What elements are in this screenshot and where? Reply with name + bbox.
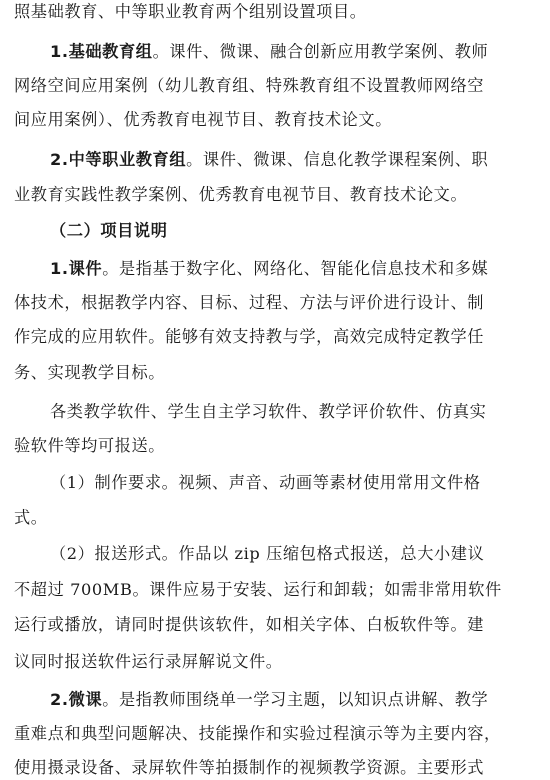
paragraph-line	[50, 471, 536, 495]
section-heading: 2.中等职业教育组	[50, 150, 187, 169]
text-run: 间应用案例）、优秀教育电视节目、教育技术论文。	[14, 110, 393, 129]
paragraph-line	[50, 148, 536, 172]
paragraph-line	[50, 400, 536, 424]
text-run: （2）报送形式。作品以 zip 压缩包格式报送，总大小建议	[50, 544, 485, 563]
text-run: 各类教学软件、学生自主学习软件、教学评价软件、仿真实	[50, 402, 487, 421]
paragraph-line	[14, 291, 536, 315]
paragraph-line	[14, 722, 536, 746]
paragraph-line	[50, 40, 536, 64]
paragraph-line	[14, 756, 536, 780]
text-run: 。是指基于数字化、网络化、智能化信息技术和多媒	[102, 259, 489, 278]
text-run: 业教育实践性教学案例、优秀教育电视节目、教育技术论文。	[14, 185, 468, 204]
paragraph-line	[50, 688, 536, 712]
text-run: 网络空间应用案例（幼儿教育组、特殊教育组不设置教师网络空	[14, 76, 485, 95]
section-heading: 1.课件	[50, 259, 103, 278]
text-run: 运行或播放，请同时提供该软件，如相关字体、白板软件等。建	[14, 615, 485, 634]
paragraph-line	[14, 361, 536, 385]
paragraph-line	[14, 325, 536, 349]
text-run: （1）制作要求。视频、声音、动画等素材使用常用文件格	[50, 473, 481, 492]
paragraph-line	[14, 74, 536, 98]
paragraph-line	[50, 219, 536, 243]
text-run: 式。	[14, 508, 48, 527]
text-run: 作完成的应用软件。能够有效支持教与学，高效完成特定教学任	[14, 327, 485, 346]
paragraph-line	[50, 542, 536, 566]
section-heading: 1.基础教育组	[50, 42, 153, 61]
text-run: 。课件、微课、融合创新应用教学案例、教师	[152, 42, 489, 61]
section-heading: 2.微课	[50, 690, 103, 709]
paragraph-line	[14, 650, 536, 674]
text-run: 验软件等均可报送。	[14, 436, 166, 455]
text-run: 议同时报送软件运行录屏解说文件。	[14, 652, 283, 671]
text-run: 使用摄录设备、录屏软件等拍摄制作的视频教学资源。主要形式	[14, 758, 485, 777]
paragraph-line	[14, 183, 536, 207]
text-run: 。课件、微课、信息化教学课程案例、职	[186, 150, 489, 169]
paragraph-line	[14, 506, 536, 530]
text-run: 重难点和典型问题解决、技能操作和实验过程演示等为主要内容，	[14, 724, 501, 743]
section-heading: （二）项目说明	[50, 221, 168, 240]
paragraph-line	[14, 434, 536, 458]
paragraph-line	[14, 613, 536, 637]
text-run: 不超过 700MB。课件应易于安装、运行和卸载；如需非常用软件	[14, 580, 502, 599]
paragraph-line	[14, 578, 536, 602]
text-run: 。是指教师围绕单一学习主题，以知识点讲解、教学	[102, 690, 489, 709]
paragraph-line	[50, 257, 536, 281]
paragraph-line	[14, 108, 536, 132]
text-run: 照基础教育、中等职业教育两个组别设置项目。	[14, 2, 367, 21]
text-run: 体技术，根据教学内容、目标、过程、方法与评价进行设计、制	[14, 293, 485, 312]
text-run: 务、实现教学目标。	[14, 363, 166, 382]
paragraph-line	[14, 0, 536, 24]
